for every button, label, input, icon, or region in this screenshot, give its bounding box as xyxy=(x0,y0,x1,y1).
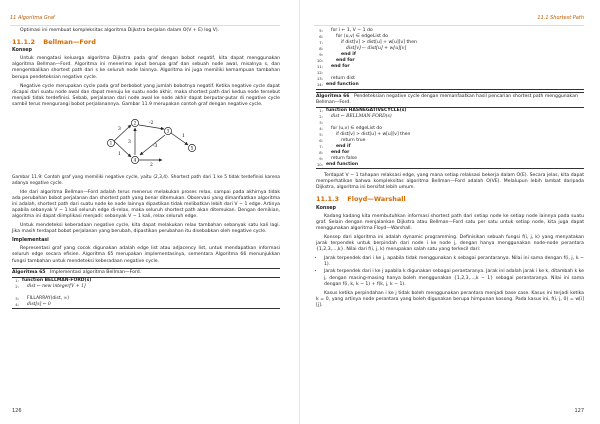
algorithm-65 xyxy=(12,268,280,309)
code-line: 9: end if xyxy=(319,52,356,57)
konsep-heading: Konsep xyxy=(316,205,336,211)
code-line: 9: return false xyxy=(319,156,357,162)
running-head-right xyxy=(314,15,584,26)
implementasi-paragraph: Representasi graf yang cocok digunakan adalah edge list atau adjacency list, untuk mendapatkan informasi seluruh edge secara efisien. Algoritma 65 merupakan implementasinya, sementara Algoritma 66 menunjukkan fungsi tambahan untuk mendeteksi keberadaan negative cycle. xyxy=(12,246,280,264)
section-title: Bellman—Ford xyxy=(43,38,96,47)
book-gutter xyxy=(299,0,300,424)
konsep-paragraph-1: Untuk mengatasi keluarga algoritma Dijkstra pada graf dengan bobot negatif, kita dapat menggunakan algoritma Bellman—Ford. Algoritma ini menerima input berupa graf dan sebuah node awal, misalnya s, dan mengembalikan shortest path dari s ke seluruh node lainnya. Algoritma ini juga memiliki kemampuan tambahan berupa pendeteksian negative cycle. xyxy=(12,56,280,80)
code-line: 4: dist[s] ← 0 xyxy=(15,301,51,307)
algorithm-caption-text: Implementasi algoritma Bellman—Ford. xyxy=(49,269,142,275)
edge-weight: -2 xyxy=(149,121,154,127)
edge-3-5 xyxy=(171,133,188,145)
intro-line: Optimasi ini membuat kompleksitas algoritma Dijkstra berjalan dalam O(V + E) log V). xyxy=(20,28,220,33)
konsep-paragraph-2: Negative cycle merupakan cycle pada graf berbobot yang jumlah bobotnya negatif. Ketika negative cycle dapat dicapai dari suatu node awal dan dapat menuju ke suatu node akhir, maka shortest path dari kedua node tersebut menjadi tidak terdefinisi. Sebab, perjalanan dari node awal ke node akhir dapat berputar-putar di negative cycle sambil terus mengurangi bobot perjalanannya. Gambar 11.9 merupakan contoh graf dengan negative cycle. xyxy=(12,83,280,107)
code-line: 11: end for xyxy=(316,64,350,69)
code-line: 13: return dist xyxy=(316,76,355,81)
code-line: 14: end function xyxy=(316,82,359,87)
code-line: 5: for i ← 1, V − 1 do xyxy=(319,28,373,33)
section-number: 11.1.2 xyxy=(12,38,36,47)
node-label: 2 xyxy=(133,120,137,126)
code-line: 6: for ⟨u,v⟩ ∈ edgeList do xyxy=(319,34,389,39)
algorithm-66 xyxy=(316,92,584,169)
code-line: 7: end if xyxy=(319,144,351,150)
code-line: 10: end function xyxy=(316,162,359,168)
list-item: • Jarak terpendek dari i ke j apabila k digunakan sebagai perantaranya. Jarak ini adalah jarak i ke k, ditambah k ke j, dengan masing-masing hanya boleh menggunakan {1,2,3,...,k − 1} sebagai perantaranya. Nilai ini sama dengan f(i, k, k − 1) + f(k, j, k − 1). xyxy=(324,269,584,287)
konsep-heading: Konsep xyxy=(12,48,32,54)
floyd-intro-paragraph: Kadang kadang kita membutuhkan informasi shortest path dari setiap node ke setiap node lainnya pada suatu graf. Selain dengan menjalankan Dijkstra atau Bellman—Ford satu per satu untuk setiap node, kita juga dapat menggunakan algoritma Floyd—Warshall. xyxy=(316,213,584,231)
code-line: 5: if dist[v] > dist[u] + w[u][v] then xyxy=(319,132,411,138)
base-case-paragraph: Kasus ketika perpindahan i ke j tidak boleh menggunakan perantara menjadi base case. Kasus ini terjadi ketika k = 0, yang artinya node perantara yang boleh digunakan berupa himpunan kosong. Pada kasus ini, f(i, j, 0) = w[i][j]. xyxy=(316,290,584,308)
edge-1-2 xyxy=(114,125,131,141)
section-heading-bellman-ford xyxy=(12,39,280,45)
negative-cycle-graph xyxy=(12,111,280,173)
graph-figure xyxy=(12,111,280,173)
dp-paragraph: Konsep dari algoritma ini adalah dynamic programming. Definisikan sebuah fungsi f(i, j, k) yang menyatakan jarak terpendek untuk berpindah dari node i ke node j, dengan hanya menggunakan node-node perantara {1,2,3,...,k}. Nilai dari f(i, j, k) merupakan salah satu yang terkecil dari: xyxy=(316,234,584,253)
edge-weight: 3 xyxy=(128,140,131,146)
list-item: • Jarak terpendek dari i ke j, apabila tidak menggunakan k sebagai perantaranya. Nilai ini sama dengan f(i, j, k − 1). xyxy=(324,256,584,268)
code-line: 3: xyxy=(319,120,323,126)
figure-caption: Gambar 11.9: Contoh graf yang memiliki negative cycle, yaitu ⟨2,3,4⟩. Shortest path dari 1 ke 5 tidak terdefinisi karena adanya negative cycle. xyxy=(12,175,280,186)
code-line: 2: dist ← BELLMAN-FORD(s) xyxy=(319,114,392,120)
node-label: 1 xyxy=(109,140,113,146)
section-heading-floyd-warshall xyxy=(316,196,584,202)
node-label: 5 xyxy=(190,145,194,151)
algorithm-caption xyxy=(316,93,584,108)
algorithm-65-continued xyxy=(316,28,584,90)
left-content xyxy=(12,28,280,313)
left-page xyxy=(0,0,292,424)
edge-weight: 3 xyxy=(118,127,121,133)
idea-paragraph: Ide dari algoritma Bellman—Ford adalah terus menerus melakukan proses relax, sampai pada akhirnya tidak ada perubahan bobot perjalanan dan shortest path yang benar ditemukan. Observasi yang dimanfaatkan algoritma ini adalah, shortest path dari suatu node ke node lainnya dipastikan tidak melibatkan lebih dari V − 1 edge. Artinya apabila sebanyak V − 1 kali seluruh edge di-relax, maka seluruh shortest path akan ditemukan. Dengan demikian, algoritma ini dapat diimplikasi menjadi: sebanyak V − 1 kali, relax seluruh edge. xyxy=(12,189,280,219)
edge-weight: 1 xyxy=(118,152,121,158)
page-number: 127 xyxy=(574,408,584,414)
code-line: 10: end for xyxy=(316,58,355,63)
algorithm-caption-text: Pendeteksian negative cycle dengan memanfaatkan hasil pencarian shortest path menggunakan Bellman—Ford. xyxy=(316,94,578,106)
code-line: 7: if dist[v] > dist[u] + w[u][v] then xyxy=(319,40,417,45)
section-number: 11.1.3 xyxy=(316,195,340,204)
code-line: 8: dist[v] ← dist[u] + w[u][v] xyxy=(319,46,407,51)
code-line: 1: function BELLMAN-FORD(s) xyxy=(15,277,92,283)
algorithm-label: Algoritma 65 xyxy=(12,269,46,275)
implementasi-heading: Implementasi xyxy=(12,238,49,244)
algorithm-label: Algoritma 66 xyxy=(316,94,350,99)
code-line: 2: dist ← new integer[V + 1] xyxy=(15,283,86,289)
code-line: 4: for ⟨u,v⟩ ∈ edgeList do xyxy=(319,126,383,132)
edge-weight: 2 xyxy=(150,163,153,169)
node-label: 3 xyxy=(166,128,170,134)
code-line: 3: FILLARRAY(dist, ∞) xyxy=(15,295,69,301)
edge-weight: 1 xyxy=(182,134,185,140)
page-number: 126 xyxy=(12,408,22,414)
edge-weight: -3 xyxy=(153,144,158,150)
right-content xyxy=(316,28,584,312)
code-line: 6: return true xyxy=(319,138,366,144)
code-line: 8: end for xyxy=(319,150,350,156)
section-title: Floyd—Warshall xyxy=(347,195,406,204)
negative-cycle-paragraph: Untuk mendeteksi keberadaan negative cycle, kita dapat melakukan relax tambahan sebanyak satu kali lagi. Jika masih terdapat bobot perjalanan yang berubah, dipastikan perubahan itu disebabkan oleh negative cycle. xyxy=(12,223,280,235)
complexity-paragraph: Terdapat V − 1 tahapan relaksasi edge, yang mana setiap relaksasi bekerja dalam O(E). Secara jelas, kita dapat memperhatikan bahwa kompleksitas algoritma Bellman—Ford adalah O(VE). Melalupun lebih lambat daripada Dijkstra, algoritma ini bersifat lebih umum. xyxy=(316,173,584,191)
running-head-title: 11.1 Shortest Path xyxy=(537,15,584,21)
algorithm-caption xyxy=(12,269,280,278)
code-line: 12: xyxy=(316,70,323,75)
case-list xyxy=(316,256,584,287)
running-head-left xyxy=(10,15,280,26)
running-head-title: 11 Algoritma Graf xyxy=(10,15,55,21)
code-line: 1: function HASNEGATIVECYCLE(s) xyxy=(319,108,407,114)
right-page xyxy=(304,0,596,424)
node-label: 4 xyxy=(133,157,137,163)
